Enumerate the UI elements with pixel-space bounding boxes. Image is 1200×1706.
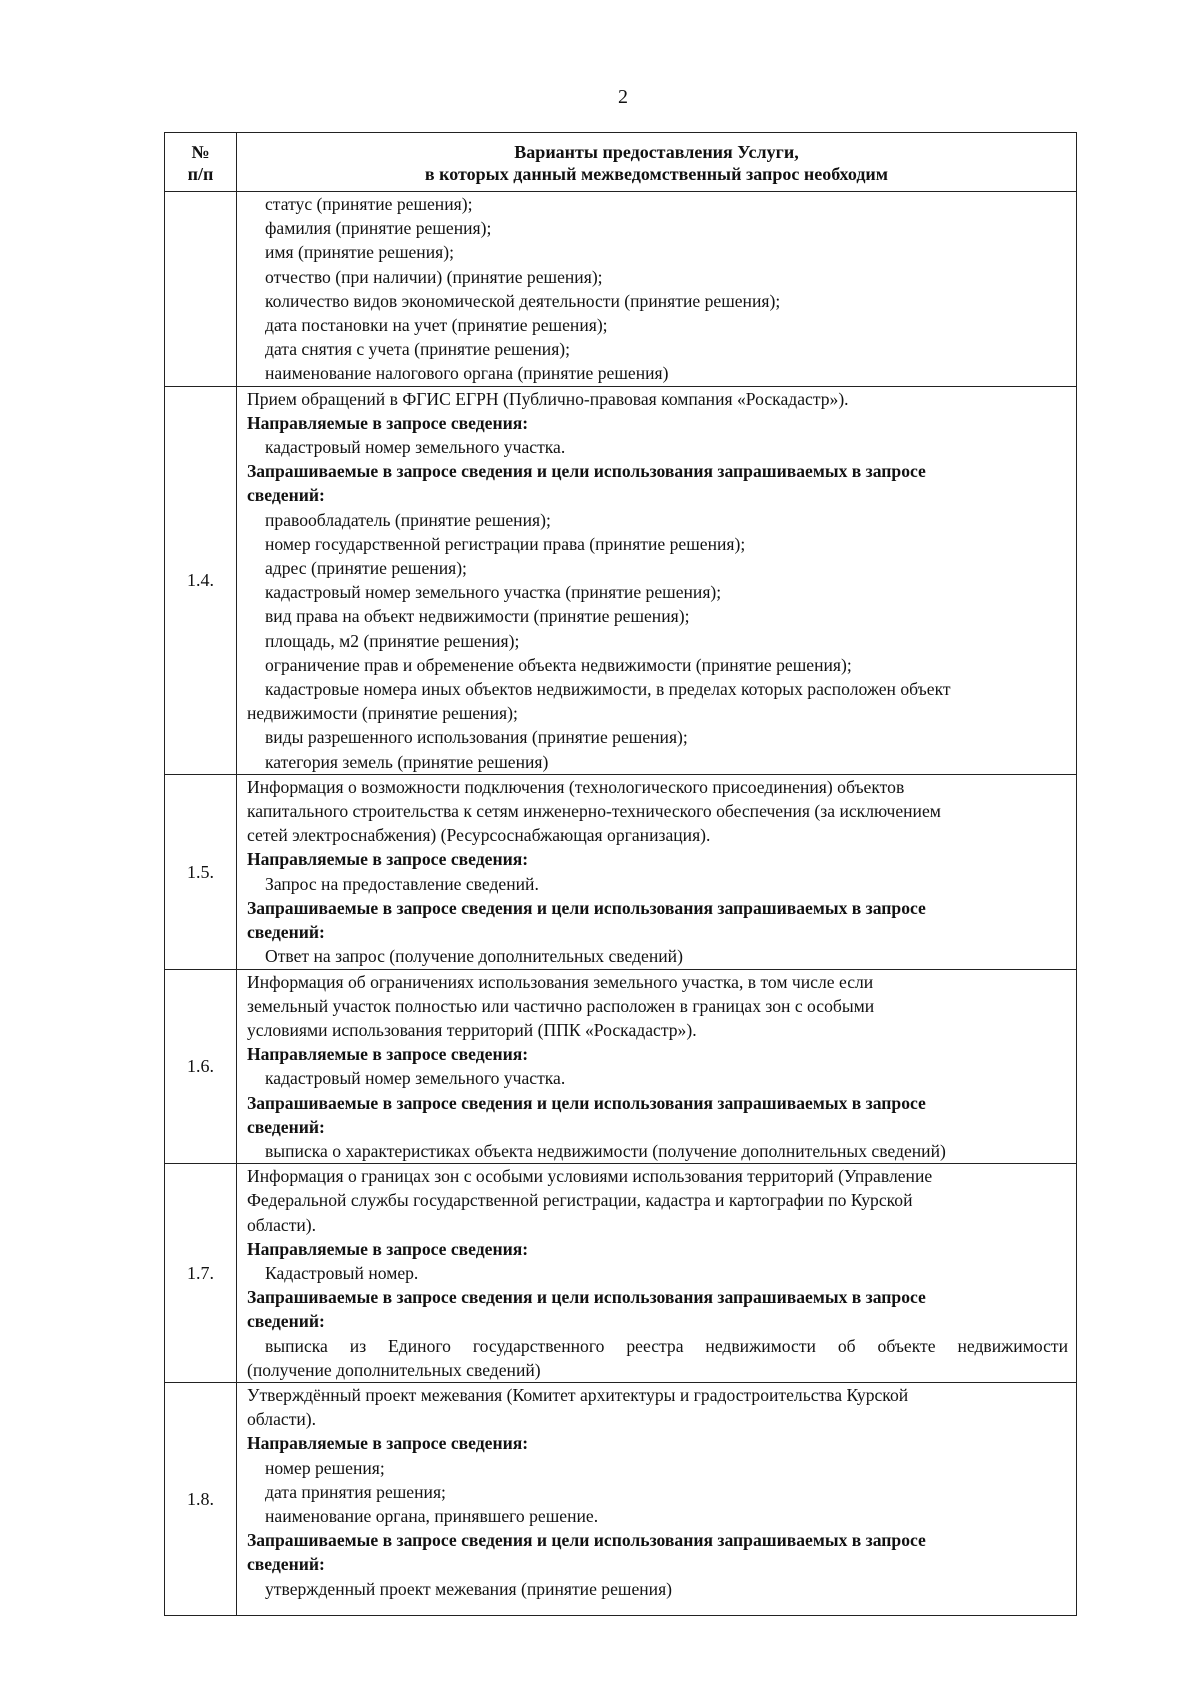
content-line: Информация о возможности подключения (технологического присоединения) объектов [247,776,905,797]
table-header-row [165,133,1077,192]
content-line: недвижимости (принятие решения); [247,703,518,724]
section-heading: сведений: [247,1116,325,1137]
table-row [165,969,1077,1164]
content-line: выписка из Единого государственного реестра недвижимости об объекте недвижимости [265,1335,1068,1356]
section-heading: сведений: [247,922,325,943]
page-number: 2 [618,86,628,108]
header-number-line: № [191,142,210,162]
section-heading: Направляемые в запросе сведения: [247,1433,529,1454]
content-line: области). [247,1409,317,1430]
content-line: сетей электроснабжения) (Ресурсоснабжающая организация). [247,825,711,846]
content-line: адрес (принятие решения); [265,558,467,579]
table-row [165,192,1077,387]
header-variants-column [237,133,1077,192]
content-line: кадастровый номер земельного участка. [265,1068,566,1089]
content-line: правообладатель (принятие решения); [265,509,551,530]
row-content [237,774,1077,969]
row-number: 1.6. [165,969,237,1164]
content-line: Утверждённый проект межевания (Комитет архитектуры и градостроительства Курской [247,1384,909,1405]
header-number-column [165,133,237,192]
section-heading: Запрашиваемые в запросе сведения и цели использования запрашиваемых в запросе [247,897,926,918]
content-line: категория земель (принятие решения) [265,751,549,772]
table-body [165,192,1077,1616]
row-number: 1.7. [165,1164,237,1383]
content-line: дата принятия решения; [265,1481,446,1502]
content-line: вид права на объект недвижимости (принятие решения); [265,606,690,627]
content-line: виды разрешенного использования (принятие решения); [265,727,688,748]
section-heading: Направляемые в запросе сведения: [247,1238,529,1259]
row-content [237,192,1077,387]
content-line: ограничение прав и обременение объекта недвижимости (принятие решения); [265,654,852,675]
section-heading: сведений: [247,485,325,506]
row-content [237,1164,1077,1383]
row-number: 1.8. [165,1382,237,1615]
section-heading: Направляемые в запросе сведения: [247,412,529,433]
table-row [165,386,1077,774]
content-line: Информация об ограничениях использования земельного участка, в том числе если [247,971,874,992]
row-content [237,1382,1077,1615]
section-heading: Запрашиваемые в запросе сведения и цели использования запрашиваемых в запросе [247,1092,926,1113]
section-heading: сведений: [247,1311,325,1332]
row-spacer [247,1601,1068,1615]
content-line: Ответ на запрос (получение дополнительных сведений) [265,946,683,967]
content-line: выписка о характеристиках объекта недвижимости (получение дополнительных сведений) [265,1140,946,1161]
table-row [165,774,1077,969]
content-line: (получение дополнительных сведений) [247,1359,541,1380]
header-number-line: п/п [187,164,214,184]
content-line: утвержденный проект межевания (принятие решения) [265,1578,673,1599]
content-line: номер решения; [265,1457,385,1478]
content-line: капитального строительства к сетям инженерно-технического обеспечения (за исключением [247,801,941,822]
section-heading: Направляемые в запросе сведения: [247,849,529,870]
header-variants-line: в которых данный межведомственный запрос необходим [424,164,889,184]
content-line: Запрос на предоставление сведений. [265,873,539,894]
content-line: Прием обращений в ФГИС ЕГРН (Публично-правовая компания «Роскадастр»). [247,388,849,409]
content-line: кадастровые номера иных объектов недвижимости, в пределах которых расположен объект [265,679,951,700]
content-line: области). [247,1214,317,1235]
section-heading: Запрашиваемые в запросе сведения и цели использования запрашиваемых в запросе [247,1530,926,1551]
content-line: площадь, м2 (принятие решения); [265,630,520,651]
content-line: номер государственной регистрации права (принятие решения); [265,533,746,554]
content-line: условиями использования территорий (ППК «Роскадастр»). [247,1019,697,1040]
content-line: наименование органа, принявшего решение. [265,1505,599,1526]
row-number: 1.4. [165,386,237,774]
services-table [164,132,1077,1616]
table-row [165,1382,1077,1615]
content-line: отчество (при наличии) (принятие решения); [265,266,603,287]
content-line: дата постановки на учет (принятие решения); [265,315,608,336]
row-number: 1.5. [165,774,237,969]
content-line: фамилия (принятие решения); [265,218,492,239]
section-heading: Направляемые в запросе сведения: [247,1044,529,1065]
row-number [165,192,237,387]
content-line: кадастровый номер земельного участка. [265,437,566,458]
content-line: кадастровый номер земельного участка (принятие решения); [265,582,722,603]
content-line: имя (принятие решения); [265,242,454,263]
content-line: Кадастровый номер. [265,1262,419,1283]
section-heading: Запрашиваемые в запросе сведения и цели использования запрашиваемых в запросе [247,1287,926,1308]
content-line: статус (принятие решения); [265,194,473,214]
header-variants-line: Варианты предоставления Услуги, [514,142,799,162]
content-line: Федеральной службы государственной регистрации, кадастра и картографии по Курской [247,1190,913,1211]
table-row [165,1164,1077,1383]
section-heading: Запрашиваемые в запросе сведения и цели использования запрашиваемых в запросе [247,461,926,482]
section-heading: сведений: [247,1554,325,1575]
content-line: Информация о границах зон с особыми условиями использования территорий (Управление [247,1166,933,1187]
content-line: дата снятия с учета (принятие решения); [265,339,571,360]
row-content [237,386,1077,774]
content-line: земельный участок полностью или частично расположен в границах зон с особыми [247,995,875,1016]
row-content [237,969,1077,1164]
content-line: наименование налогового органа (принятие решения) [265,363,669,384]
content-line: количество видов экономической деятельности (принятие решения); [265,290,781,311]
